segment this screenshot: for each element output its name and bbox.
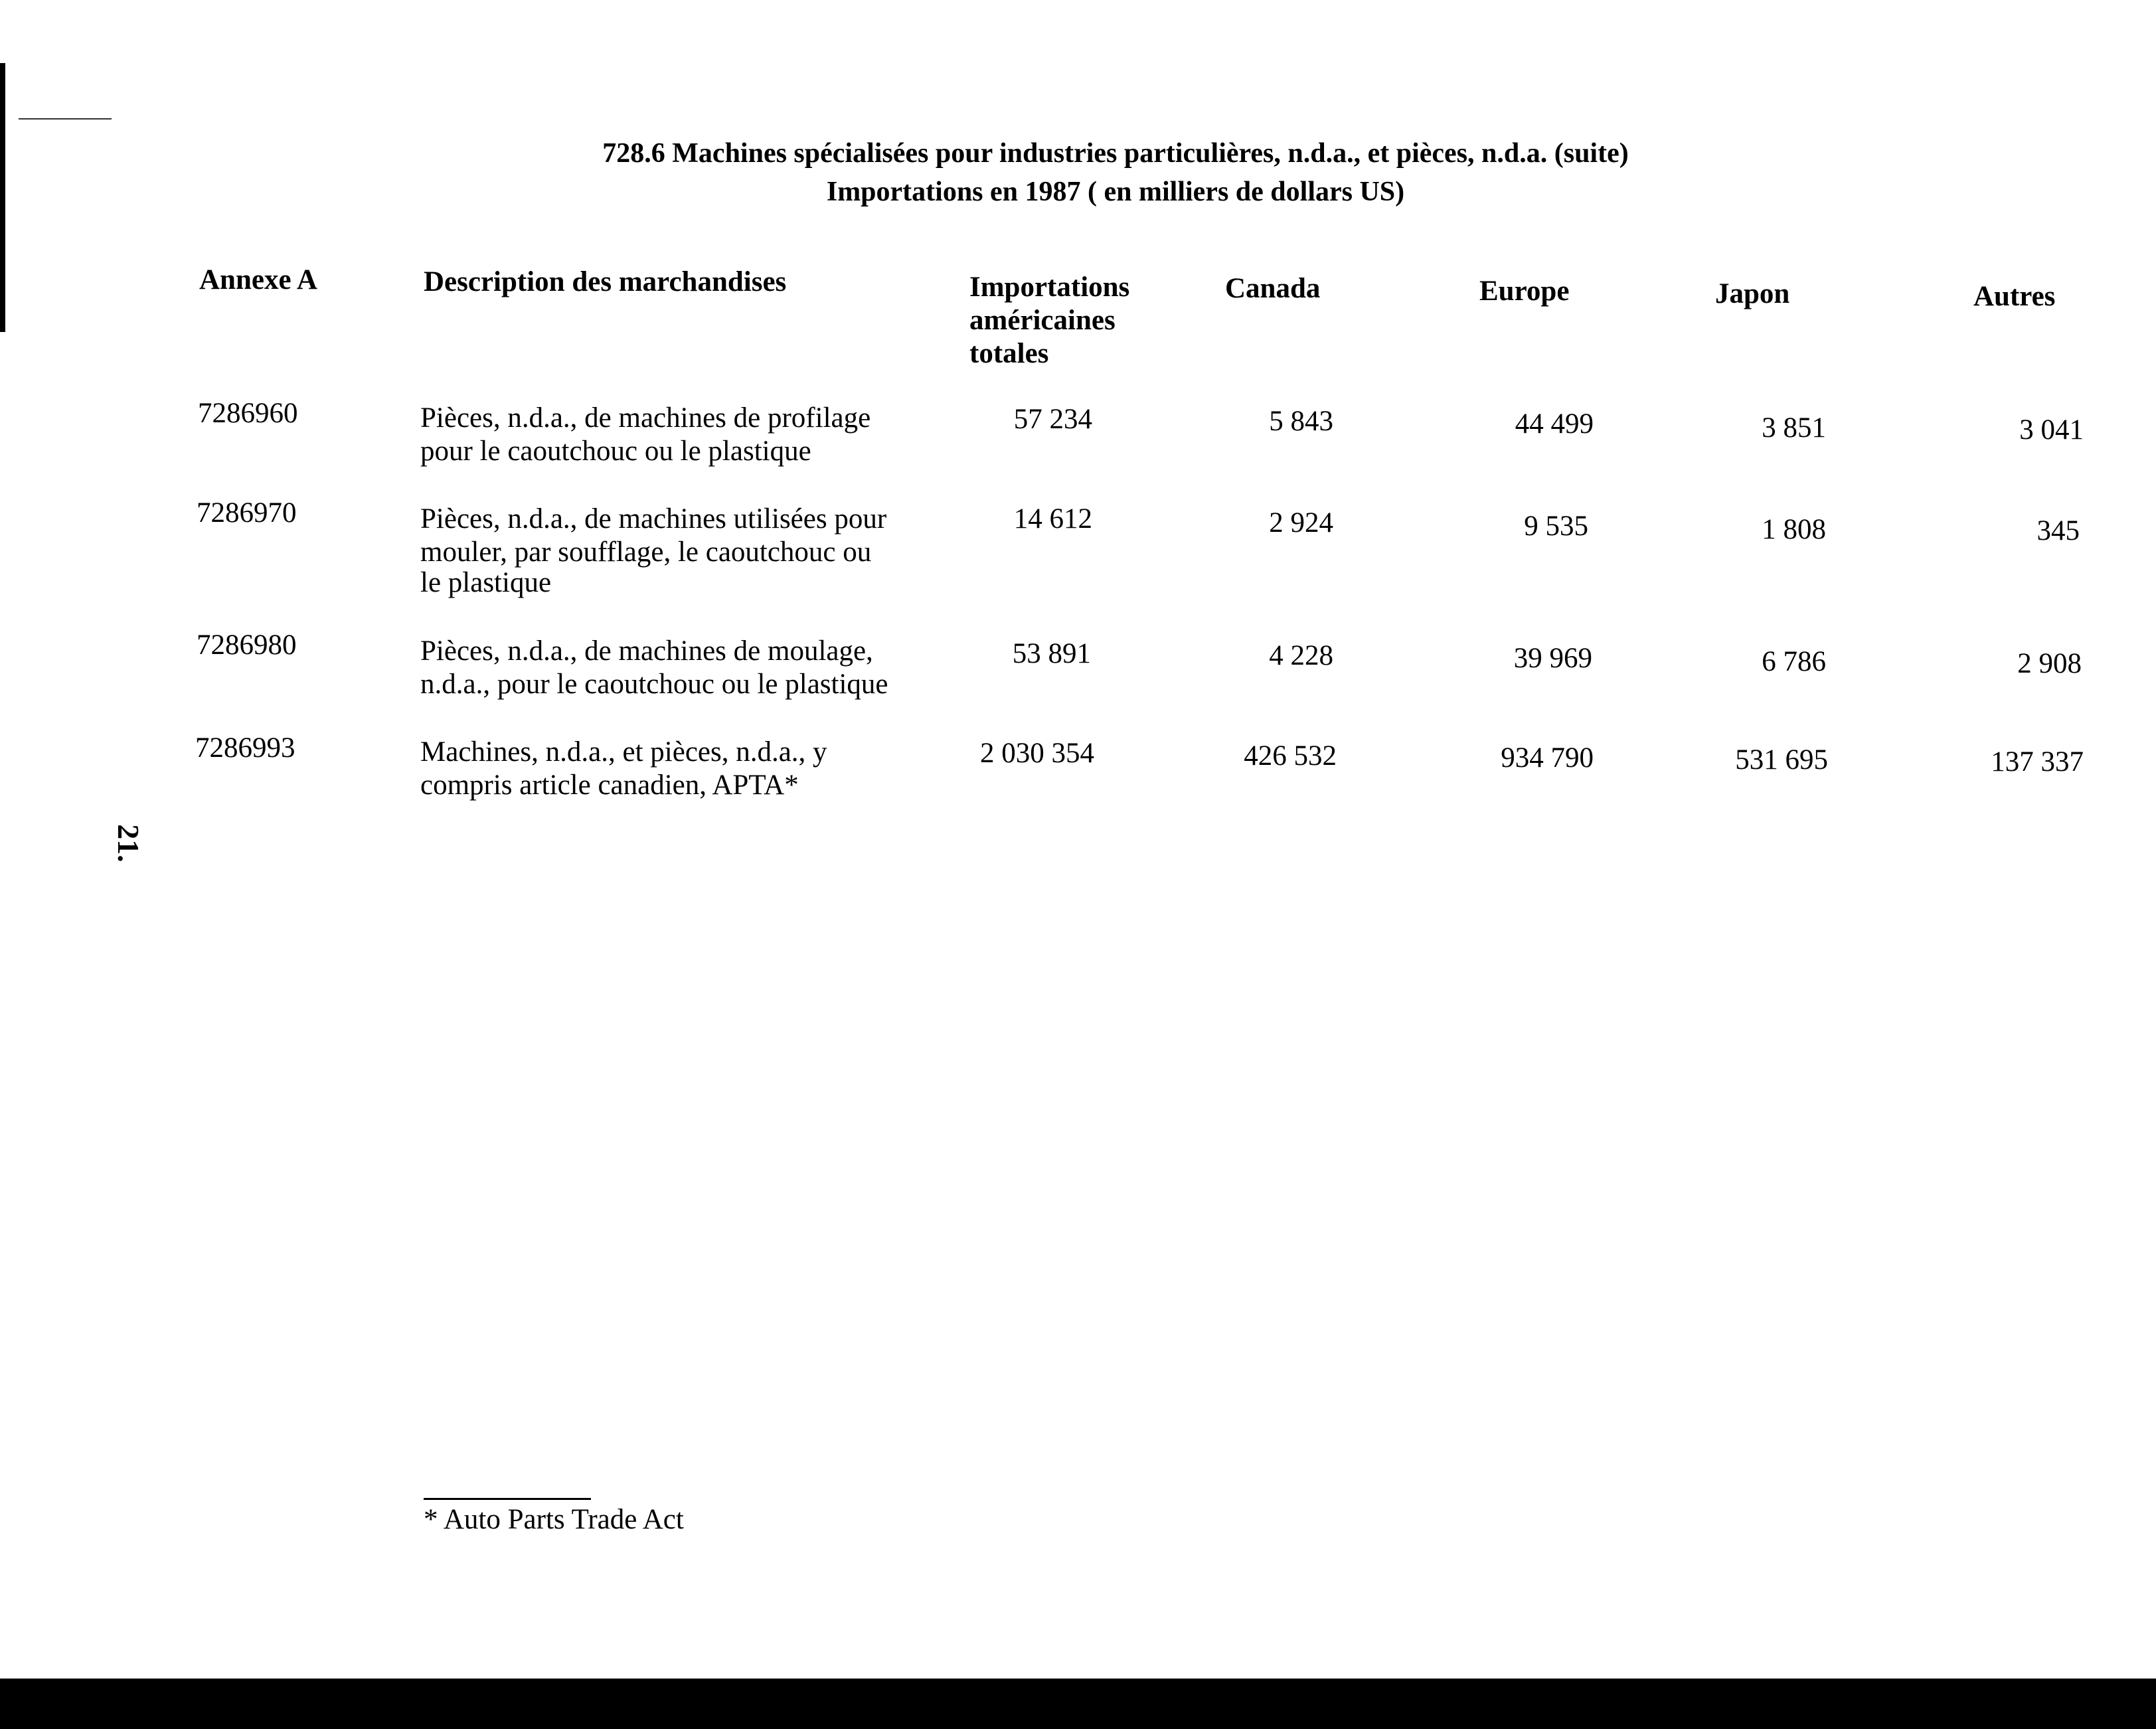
row-description-line-2: compris article canadien, APTA* [420, 770, 799, 801]
title-line-1: 728.6 Machines spécialisées pour industries particulières, n.d.a., et pièces, n.d.a. (suite) [602, 138, 1629, 169]
row-canada: 5 843 [1269, 406, 1333, 437]
title-line-2: Importations en 1987 ( en milliers de dollars US) [826, 177, 1405, 207]
header-japon: Japon [1715, 278, 1790, 309]
header-canada: Canada [1225, 273, 1321, 304]
row-description-line-2: pour le caoutchouc ou le plastique [420, 436, 811, 467]
row-code: 7286960 [198, 398, 298, 429]
row-europe: 934 790 [1501, 742, 1594, 774]
row-code: 7286993 [195, 732, 295, 764]
row-code: 7286970 [197, 497, 297, 529]
header-annexe: Annexe A [199, 264, 317, 295]
footnote: * Auto Parts Trade Act [424, 1504, 684, 1535]
row-japon: 531 695 [1735, 744, 1828, 776]
row-europe: 9 535 [1524, 511, 1588, 542]
row-total: 57 234 [1013, 404, 1092, 435]
scan-bottom-band [0, 1679, 2156, 1729]
header-total-line-2: américaines [969, 305, 1116, 336]
row-japon: 6 786 [1762, 646, 1826, 677]
row-japon: 1 808 [1762, 514, 1826, 545]
header-total-line-3: totales [969, 338, 1049, 369]
row-japon: 3 851 [1762, 412, 1826, 444]
row-autres: 3 041 [2019, 414, 2084, 446]
row-description-line-1: Pièces, n.d.a., de machines de moulage, [420, 635, 873, 667]
footnote-rule [424, 1498, 591, 1500]
header-description: Description des marchandises [424, 266, 787, 297]
row-total: 2 030 354 [980, 738, 1094, 769]
row-canada: 2 924 [1269, 507, 1333, 538]
row-canada: 4 228 [1269, 640, 1333, 671]
row-autres: 2 908 [2017, 648, 2082, 679]
row-total: 14 612 [1013, 503, 1092, 535]
header-total-line-1: Importations [969, 272, 1130, 303]
document-title [372, 134, 1859, 211]
row-canada: 426 532 [1244, 740, 1337, 772]
page-number: 21. [112, 824, 145, 863]
row-description-line-1: Machines, n.d.a., et pièces, n.d.a., y [420, 736, 827, 768]
row-autres: 345 [2036, 515, 2080, 546]
row-europe: 44 499 [1515, 408, 1594, 440]
row-description-line-1: Pièces, n.d.a., de machines de profilage [420, 402, 871, 434]
row-total: 53 891 [1012, 638, 1091, 669]
header-autres: Autres [1973, 281, 2056, 312]
row-description-line-1: Pièces, n.d.a., de machines utilisées pour [420, 503, 887, 535]
row-description-line-2: mouler, par soufflage, le caoutchouc ou [420, 536, 872, 568]
row-europe: 39 969 [1513, 643, 1592, 674]
row-description-line-2: n.d.a., pour le caoutchouc ou le plastique [420, 669, 888, 700]
row-code: 7286980 [197, 629, 297, 661]
row-description-line-3: le plastique [420, 567, 552, 598]
row-autres: 137 337 [1991, 746, 2084, 778]
scan-mark [19, 118, 112, 120]
header-europe: Europe [1479, 276, 1570, 307]
scan-left-edge [0, 63, 5, 332]
